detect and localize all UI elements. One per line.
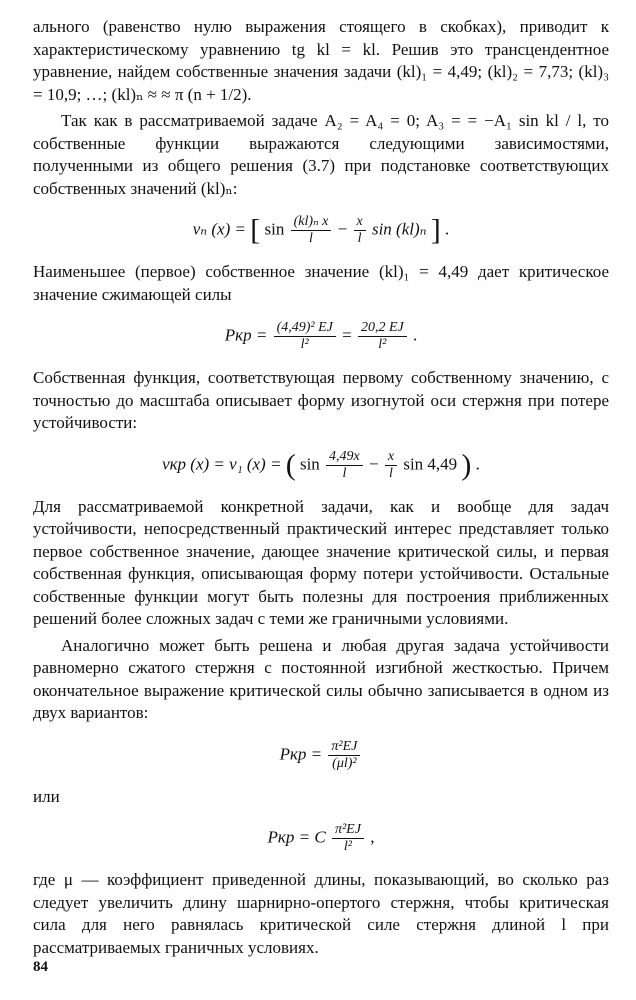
paragraph-4: Собственная функция, соответствующая первому собственному значению, с точностью до масштаба описывает форму изогнутой оси стержня при потере устойчивости: <box>33 368 609 432</box>
formula3-sin2: sin 4,49 <box>403 453 458 473</box>
paragraph-6: Аналогично может быть решена и любая другая задача устойчивости равномерно сжатого стержня с постоянной изгибной жесткостью. Причем окончательное выражение критической силы обычно записывается в одном из двух вариантов: <box>33 635 609 722</box>
paragraph-5: Для рассматриваемой конкретной задачи, как и вообще для задач устойчивости, непосредственный практический интерес представляет только первое собственное значение, дающее значение критической силы, и первая собственная функция, описывающая форму потери устойчивости. Остальные собственные функции могут быть полезны для построения приближенных решений более сложных задач с теми же граничными условиями. <box>33 496 609 628</box>
page-number: 84 <box>33 959 48 975</box>
formula3-num2: x <box>385 449 397 466</box>
formula-eigenfunctions <box>33 214 609 247</box>
formula1-den2: l <box>357 231 362 246</box>
formula1-bracket-open: [ <box>250 213 261 247</box>
formula-critical-force-mu <box>33 739 609 772</box>
formula3-end: . <box>475 453 480 473</box>
formula3-num1: 4,49x <box>326 449 363 466</box>
paragraph-7: где μ — коэффициент приведенной длины, показывающий, во сколько раз следует увеличить длину шарнирно-опертого стержня, чтобы критическая сила для него равнялась критической силе стержня длиной l при рассматриваемых граничных условиях. <box>33 870 609 957</box>
formula2-num2: 20,2 EJ <box>358 320 407 337</box>
formula5-num: π²EJ <box>332 822 364 839</box>
formula2-fraction2 <box>358 320 407 353</box>
formula-first-eigenfunction <box>33 449 609 482</box>
formula3-fraction2 <box>385 449 397 482</box>
formula3-paren-open: ( <box>285 447 296 481</box>
paragraph-3: Наименьшее (первое) собственное значение (kl)₁ = 4,49 дает критическое значение сжимающей силы <box>33 262 609 304</box>
formula4-fraction <box>328 739 360 772</box>
formula1-num1: (kl)ₙ x <box>291 214 332 231</box>
formula1-lhs: vₙ (x) = <box>192 219 246 239</box>
formula3-sin1: sin <box>299 453 320 473</box>
formula2-num1: (4,49)² EJ <box>274 320 336 337</box>
formula1-bracket-close: ] <box>430 213 441 247</box>
page-body <box>33 16 609 959</box>
formula1-den1: l <box>309 231 313 246</box>
formula3-den1: l <box>342 465 347 481</box>
formula3-lhs: vкр (x) = v₁ (x) = <box>162 453 282 473</box>
formula2-eq: = <box>342 325 352 345</box>
word-or: или <box>33 786 60 806</box>
formula3-minus: − <box>369 453 379 473</box>
formula5-fraction <box>332 822 364 855</box>
formula1-sin2: sin (kl)ₙ <box>371 219 427 239</box>
formula2-lhs: Pкр = <box>224 325 268 345</box>
formula2-end: . <box>412 325 418 345</box>
formula3-fraction1 <box>326 449 363 482</box>
formula1-fraction1 <box>291 214 332 247</box>
formula5-den: l² <box>343 839 352 854</box>
paragraph-2: Так как в рассматриваемой задаче A₂ = A₄ = 0; A₃ = = −A₁ sin kl / l, то собственные функции выражаются следующими зависимостями, полученными из общего решения (3.7) при подстановке соответствующих собственных значений (kl)ₙ: <box>33 111 609 198</box>
formula2-fraction1 <box>274 320 336 353</box>
formula3-den2: l <box>389 465 393 481</box>
formula-critical-force-1 <box>33 320 609 353</box>
formula1-sin1: sin <box>264 219 285 239</box>
formula4-den: (μl)² <box>332 755 357 771</box>
formula2-den1: l² <box>300 337 309 352</box>
paragraph-1: ального (равенство нулю выражения стоящего в скобках), приводит к характеристическому уравнению tg kl = kl. Решив это трансцендентное уравнение, найдем собственные значения задачи (kl)₁ = 4,49; (kl)₂ = 7,73; (kl)₃ = 10,9; …; (kl)ₙ ≈ ≈ π (n + 1/2). <box>33 17 609 104</box>
formula-critical-force-c <box>33 822 609 855</box>
formula1-minus: − <box>337 219 348 239</box>
formula4-lhs: Pкр = <box>279 743 323 763</box>
formula1-end: . <box>445 219 450 239</box>
formula1-num2: x <box>354 214 366 231</box>
formula1-fraction2 <box>354 214 366 247</box>
formula4-num: π²EJ <box>328 739 360 756</box>
formula2-den2: l² <box>378 337 387 352</box>
formula5-lhs: Pкр = C <box>267 827 326 847</box>
formula3-paren-close: ) <box>461 447 472 481</box>
formula5-end: , <box>370 827 375 847</box>
